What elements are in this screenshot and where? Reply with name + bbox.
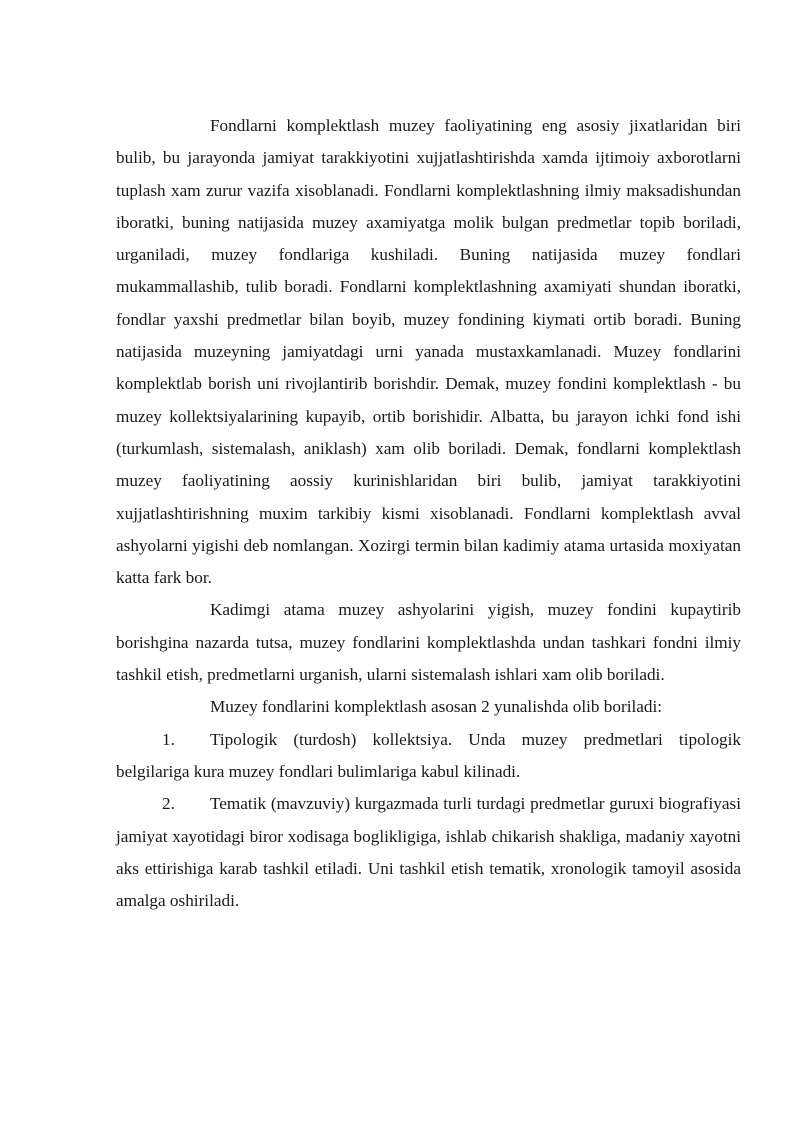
- paragraph-1: Fondlarni komplektlash muzey faoliyatining eng asosiy jixatlaridan biri bulib, bu jarayonda jamiyat tarakkiyotini xujjatlashtirishda xamda ijtimoiy axborotlarni tuplash xam zurur vazifa xisoblanadi. Fondlarni komplektlashning ilmiy maksadishundan iboratki, buning natijasida muzey axamiyatga molik bulgan predmetlar topib boriladi, urganiladi, muzey fondlariga kushiladi. Buning natijasida muzey fondlari mukammallashib, tulib boradi. Fondlarni komplektlashning axamiyati shundan iboratki, fondlar yaxshi predmetlar bilan boyib, muzey fondining kiymati ortib boradi. Buning natijasida muzeyning jamiyatdagi urni yanada mustaxkamlanadi. Muzey fondlarini komplektlab borish uni rivojlantirib borishdir. Demak, muzey fondini komplektlash - bu muzey kollektsiyalarining kupayib, ortib borishidir. Albatta, bu jarayon ichki fond ishi (turkumlash, sistemalash, aniklash) xam olib boriladi. Demak, fondlarni komplektlash muzey faoliyatining aossiy kurinishlaridan biri bulib, jamiyat tarakkiyotini xujjatlashtirishning muxim tarkibiy kismi xisoblanadi. Fondlarni komplektlash avval ashyolarni yigishi deb nomlangan. Xozirgi termin bilan kadimiy atama urtasida moxiyatan katta fark bor.: [116, 116, 741, 588]
- list-number-1: 1.: [162, 729, 175, 749]
- list-text-1: Tipologik (turdosh) kollektsiya. Unda muzey predmetlari tipologik belgilariga kura muzey fondlari bulimlariga kabul kilinadi.: [116, 729, 741, 781]
- list-text-2: Tematik (mavzuviy) kurgazmada turli turdagi predmetlar guruxi biografiyasi jamiyat xayotidagi biror xodisaga boglikligiga, ishlab chikarish shakliga, madaniy xayotni aks ettirishiga karab tashkil etiladi. Uni tashkil etish tematik, xronologik tamoyil asosida amalga oshiriladi.: [116, 794, 741, 911]
- list-item-1: [116, 724, 741, 789]
- document-body: [116, 110, 741, 917]
- list-number-2: 2.: [162, 794, 175, 814]
- list-item-2: [116, 788, 741, 917]
- paragraph-3: Muzey fondlarini komplektlash asosan 2 yunalishda olib boriladi:: [210, 697, 663, 717]
- paragraph-2: Kadimgi atama muzey ashyolarini yigish, muzey fondini kupaytirib borishgina nazarda tutsa, muzey fondlarini komplektlashda undan tashkari fondni ilmiy tashkil etish, predmetlarni urganish, ularni sistemalash ishlari xam olib boriladi.: [116, 600, 741, 685]
